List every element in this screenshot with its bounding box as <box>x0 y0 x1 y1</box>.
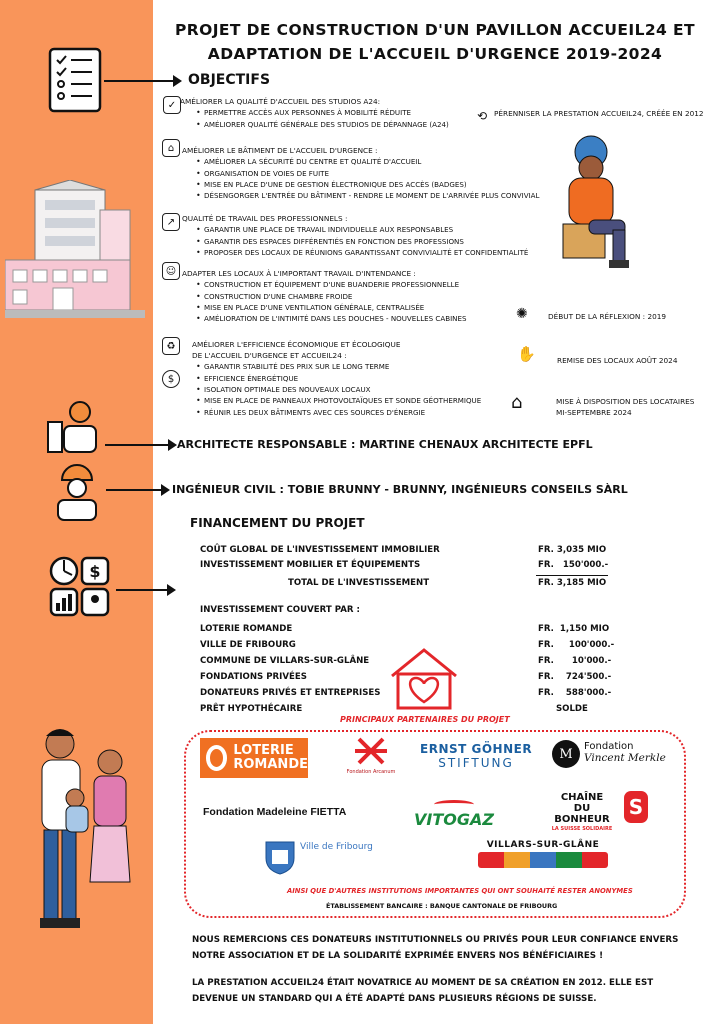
objectif-group-4 <box>182 268 512 324</box>
fin-label: COMMUNE DE VILLARS-SUR-GLÂNE <box>200 656 370 666</box>
debut-text: DÉBUT DE LA RÉFLEXION : 2019 <box>548 312 667 321</box>
money-icon: $ <box>162 370 180 388</box>
objectif-2-title: AMÉLIORER LE BÂTIMENT DE L'ACCUEIL D'URGENCE : <box>182 146 378 155</box>
objectif-5-title-1: AMÉLIORER L'EFFICIENCE ÉCONOMIQUE ET ÉCOLOGIQUE <box>192 340 401 349</box>
fin-label: INVESTISSEMENT MOBILIER ET ÉQUIPEMENTS <box>200 560 421 570</box>
chaine-du-bonheur-logo <box>546 792 618 833</box>
objectif-5-item: • GARANTIR STABILITÉ DES PRIX SUR LE LONG TERME <box>204 361 512 372</box>
vitogaz-arc-icon <box>434 800 474 809</box>
home-people-icon: ⌂ <box>511 392 523 413</box>
chaine-line-1: CHAÎNE <box>560 792 604 803</box>
objectif-group-1 <box>180 96 480 130</box>
fin-label: PRÊT HYPOTHÉCAIRE <box>200 704 303 714</box>
quality-icon: ✓ <box>163 96 181 114</box>
fin-value: FR. 100'000.- <box>538 640 615 650</box>
fin-label: FONDATIONS PRIVÉES <box>200 672 307 682</box>
idea-icon: ✺ <box>516 306 528 322</box>
gohner-line-2: STIFTUNG <box>438 756 514 770</box>
fin-total-label: TOTAL DE L'INVESTISSEMENT <box>288 578 430 588</box>
objectif-group-2 <box>182 145 542 201</box>
mise-line-1: MISE À DISPOSITION DES LOCATAIRES <box>556 397 695 406</box>
house-tools-icon: ⌂ <box>162 139 180 157</box>
vincent-merkle-logo <box>584 741 666 764</box>
couvert-label: INVESTISSEMENT COUVERT PAR : <box>200 605 360 615</box>
fin-value: FR. 3,035 MIO <box>538 545 607 555</box>
chaine-line-2: DU BONHEUR <box>554 803 610 825</box>
objectif-3-item: • GARANTIR DES ESPACES DIFFÉRENTIÉS EN FONCTION DES PROFESSIONS <box>204 236 542 247</box>
vitogaz-logo <box>413 800 495 829</box>
svg-text:$: $ <box>89 562 101 581</box>
villars-strip-icon <box>478 852 608 868</box>
objectif-4-item: • CONSTRUCTION D'UNE CHAMBRE FROIDE <box>204 291 512 302</box>
objectif-2-item: • MISE EN PLACE D'UNE DE GESTION ÉLECTRONIQUE DES ACCÈS (BADGES) <box>204 179 542 190</box>
villars-text: VILLARS-SUR-GLÂNE <box>486 840 600 850</box>
objectif-5-item: • ISOLATION OPTIMALE DES NOUVEAUX LOCAUX <box>204 384 512 395</box>
arrow-ingenieur <box>106 489 168 491</box>
mise-line-2: MI-SEPTEMBRE 2024 <box>556 408 632 418</box>
banque-text: ÉTABLISSEMENT BANCAIRE : BANQUE CANTONALE DE FRIBOURG <box>326 902 558 910</box>
loterie-circle-icon <box>206 745 227 771</box>
ernst-gohner-logo <box>420 742 532 770</box>
objectif-5-item: • EFFICIENCE ÉNERGÉTIQUE <box>204 373 512 384</box>
novatrice-paragraph: LA PRESTATION ACCUEIL24 ÉTAIT NOVATRICE AU MOMENT DE SA CRÉATION EN 2012. ELLE EST DEVENUE UN STANDARD QUI A ÉTÉ ADAPTÉ DANS PLUSIEURS RÉGIONS DE SUISSE. <box>192 978 654 1004</box>
objectif-4-item: • MISE EN PLACE D'UNE VENTILATION GÉNÉRALE, CENTRALISÉE <box>204 302 512 313</box>
objectif-3-item: • GARANTIR UNE PLACE DE TRAVAIL INDIVIDUELLE AUX RESPONSABLES <box>204 224 542 235</box>
fin-value: FR. 10'000.- <box>538 656 612 666</box>
loterie-line-2: ROMANDE <box>233 757 308 772</box>
fin-value: SOLDE <box>538 704 588 714</box>
objectif-2-item: • ORGANISATION DE VOIES DE FUITE <box>204 168 542 179</box>
arrow-financement <box>116 589 174 591</box>
fietta-logo: Fondation Madeleine FIETTA <box>203 806 347 818</box>
objectif-2-item: • AMÉLIORER LA SÉCURITÉ DU CENTRE ET QUALITÉ D'ACCUEIL <box>204 156 542 167</box>
architecte-line: ARCHITECTE RESPONSABLE : MARTINE CHENAUX ARCHITECTE EPFL <box>177 438 593 451</box>
fin-value: FR. 724'500.- <box>538 672 612 682</box>
anonymes-text: AINSI QUE D'AUTRES INSTITUTIONS IMPORTANTES QUI ONT SOUHAITÉ RESTER ANONYMES <box>287 887 633 895</box>
checklist-icon <box>48 47 102 113</box>
family-illustration <box>20 722 140 952</box>
fribourg-crest-icon <box>262 838 298 876</box>
fin-label: COÛT GLOBAL DE L'INVESTISSEMENT IMMOBILIER <box>200 545 440 555</box>
objectif-1-title: AMÉLIORER LA QUALITÉ D'ACCUEIL DES STUDIOS A24: <box>180 97 381 106</box>
fin-value: FR. 588'000.- <box>538 688 612 698</box>
recycle-icon: ⟲ <box>477 109 488 123</box>
remise-text: REMISE DES LOCAUX AOÛT 2024 <box>557 356 678 365</box>
seated-man-illustration <box>541 130 631 275</box>
objectif-group-5 <box>192 339 512 418</box>
arrow-objectifs <box>104 80 180 82</box>
financement-heading: FINANCEMENT DU PROJET <box>190 516 365 530</box>
objectif-5-item: • MISE EN PLACE DE PANNEAUX PHOTOVOLTAÏQUES ET SONDE GÉOTHERMIQUE <box>204 395 512 406</box>
finance-icon <box>48 555 112 619</box>
arrow-architecte <box>105 444 175 446</box>
merci-paragraph: NOUS REMERCIONS CES DONATEURS INSTITUTIONNELS OU PRIVÉS POUR LEUR CONFIANCE ENVERS NOTRE ASSOCIATION ET DE LA SOLIDARITÉ EXPRIMÉE ENVERS NOS BÉNÉFICIAIRES ! <box>192 935 679 961</box>
merkle-line-1: Fondation <box>584 741 634 752</box>
handshake-icon: ☺ <box>162 262 180 280</box>
objectif-4-item: • CONSTRUCTION ET ÉQUIPEMENT D'UNE BUANDERIE PROFESSIONNELLE <box>204 279 512 290</box>
fin-label: LOTERIE ROMANDE <box>200 624 293 634</box>
fribourg-logo: Ville de Fribourg <box>300 842 373 852</box>
objectif-4-title: ADAPTER LES LOCAUX À L'IMPORTANT TRAVAIL D'INTENDANCE : <box>182 269 416 278</box>
arcanum-logo <box>336 735 406 775</box>
partners-heading: PRINCIPAUX PARTENAIRES DU PROJET <box>340 715 510 724</box>
total-rule <box>536 575 608 576</box>
loterie-line-1: LOTERIE <box>233 743 294 758</box>
objectif-1-item: • AMÉLIORER QUALITÉ GÉNÉRALE DES STUDIOS DE DÉPANNAGE (A24) <box>204 119 480 130</box>
gohner-line-1: ERNST GÖHNER <box>420 742 533 756</box>
objectif-4-item: • AMÉLIORATION DE L'INTIMITÉ DANS LES DOUCHES - NOUVELLES CABINES <box>204 313 512 324</box>
objectifs-heading: OBJECTIFS <box>188 72 271 88</box>
merkle-line-2: Vincent Merkle <box>584 752 666 764</box>
chaine-line-3: LA SUISSE SOLIDAIRE <box>551 826 613 832</box>
heart-house-icon <box>386 646 462 712</box>
objectif-group-3 <box>182 213 542 258</box>
objectif-5-item: • RÉUNIR LES DEUX BÂTIMENTS AVEC CES SOURCES D'ÉNERGIE <box>204 407 512 418</box>
eco-icon: ♻ <box>162 337 180 355</box>
fin-label: VILLE DE FRIBOURG <box>200 640 296 650</box>
objectif-1-item: • PERMETTRE ACCÈS AUX PERSONNES À MOBILITÉ RÉDUITE <box>204 107 480 118</box>
perenniser-text: PÉRENNISER LA PRESTATION ACCUEIL24, CRÉÉE EN 2012 <box>494 109 704 118</box>
fin-value: FR. 1,150 MIO <box>538 624 610 634</box>
vitogaz-text: VITOGAZ <box>414 810 494 829</box>
fin-value: FR. 150'000.- <box>538 560 609 570</box>
building-illustration <box>5 180 145 330</box>
engineer-icon <box>50 462 104 522</box>
arcanum-mark-icon <box>351 735 391 765</box>
mise-text <box>556 396 694 418</box>
architect-icon <box>44 398 102 456</box>
fin-total-value: FR. 3,185 MIO <box>538 578 607 588</box>
page-title <box>170 18 700 66</box>
villars-sur-glane-logo <box>478 840 608 868</box>
title-line-1: PROJET DE CONSTRUCTION D'UN PAVILLON ACCUEIL24 ET <box>175 21 695 39</box>
title-line-2: ADAPTATION DE L'ACCUEIL D'URGENCE 2019-2024 <box>207 45 663 63</box>
ingenieur-line: INGÉNIEUR CIVIL : TOBIE BRUNNY - BRUNNY, INGÉNIEURS CONSEILS SÀRL <box>172 483 628 496</box>
loterie-romande-logo <box>200 738 308 778</box>
growth-chart-icon: ↗ <box>162 213 180 231</box>
vincent-merkle-emblem-icon: M <box>552 740 580 768</box>
chaine-s-icon: S <box>624 791 648 823</box>
objectif-5-title-2: DE L'ACCUEIL D'URGENCE ET ACCUEIL24 : <box>192 351 347 361</box>
arcanum-text: Fondation Arcanum <box>346 769 396 775</box>
objectif-3-title: QUALITÉ DE TRAVAIL DES PROFESSIONNELS : <box>182 214 348 223</box>
key-handover-icon: ✋ <box>517 345 536 363</box>
objectif-2-item: • DÉSENGORGER L'ENTRÉE DU BÂTIMENT - RENDRE LE MOMENT DE L'ARRIVÉE PLUS CONVIVIAL <box>204 190 542 201</box>
objectif-3-item: • PROPOSER DES LOCAUX DE RÉUNIONS GARANTISSANT CONVIVIALITÉ ET CONFIDENTIALITÉ <box>204 247 542 258</box>
fin-label: DONATEURS PRIVÉS ET ENTREPRISES <box>200 688 381 698</box>
